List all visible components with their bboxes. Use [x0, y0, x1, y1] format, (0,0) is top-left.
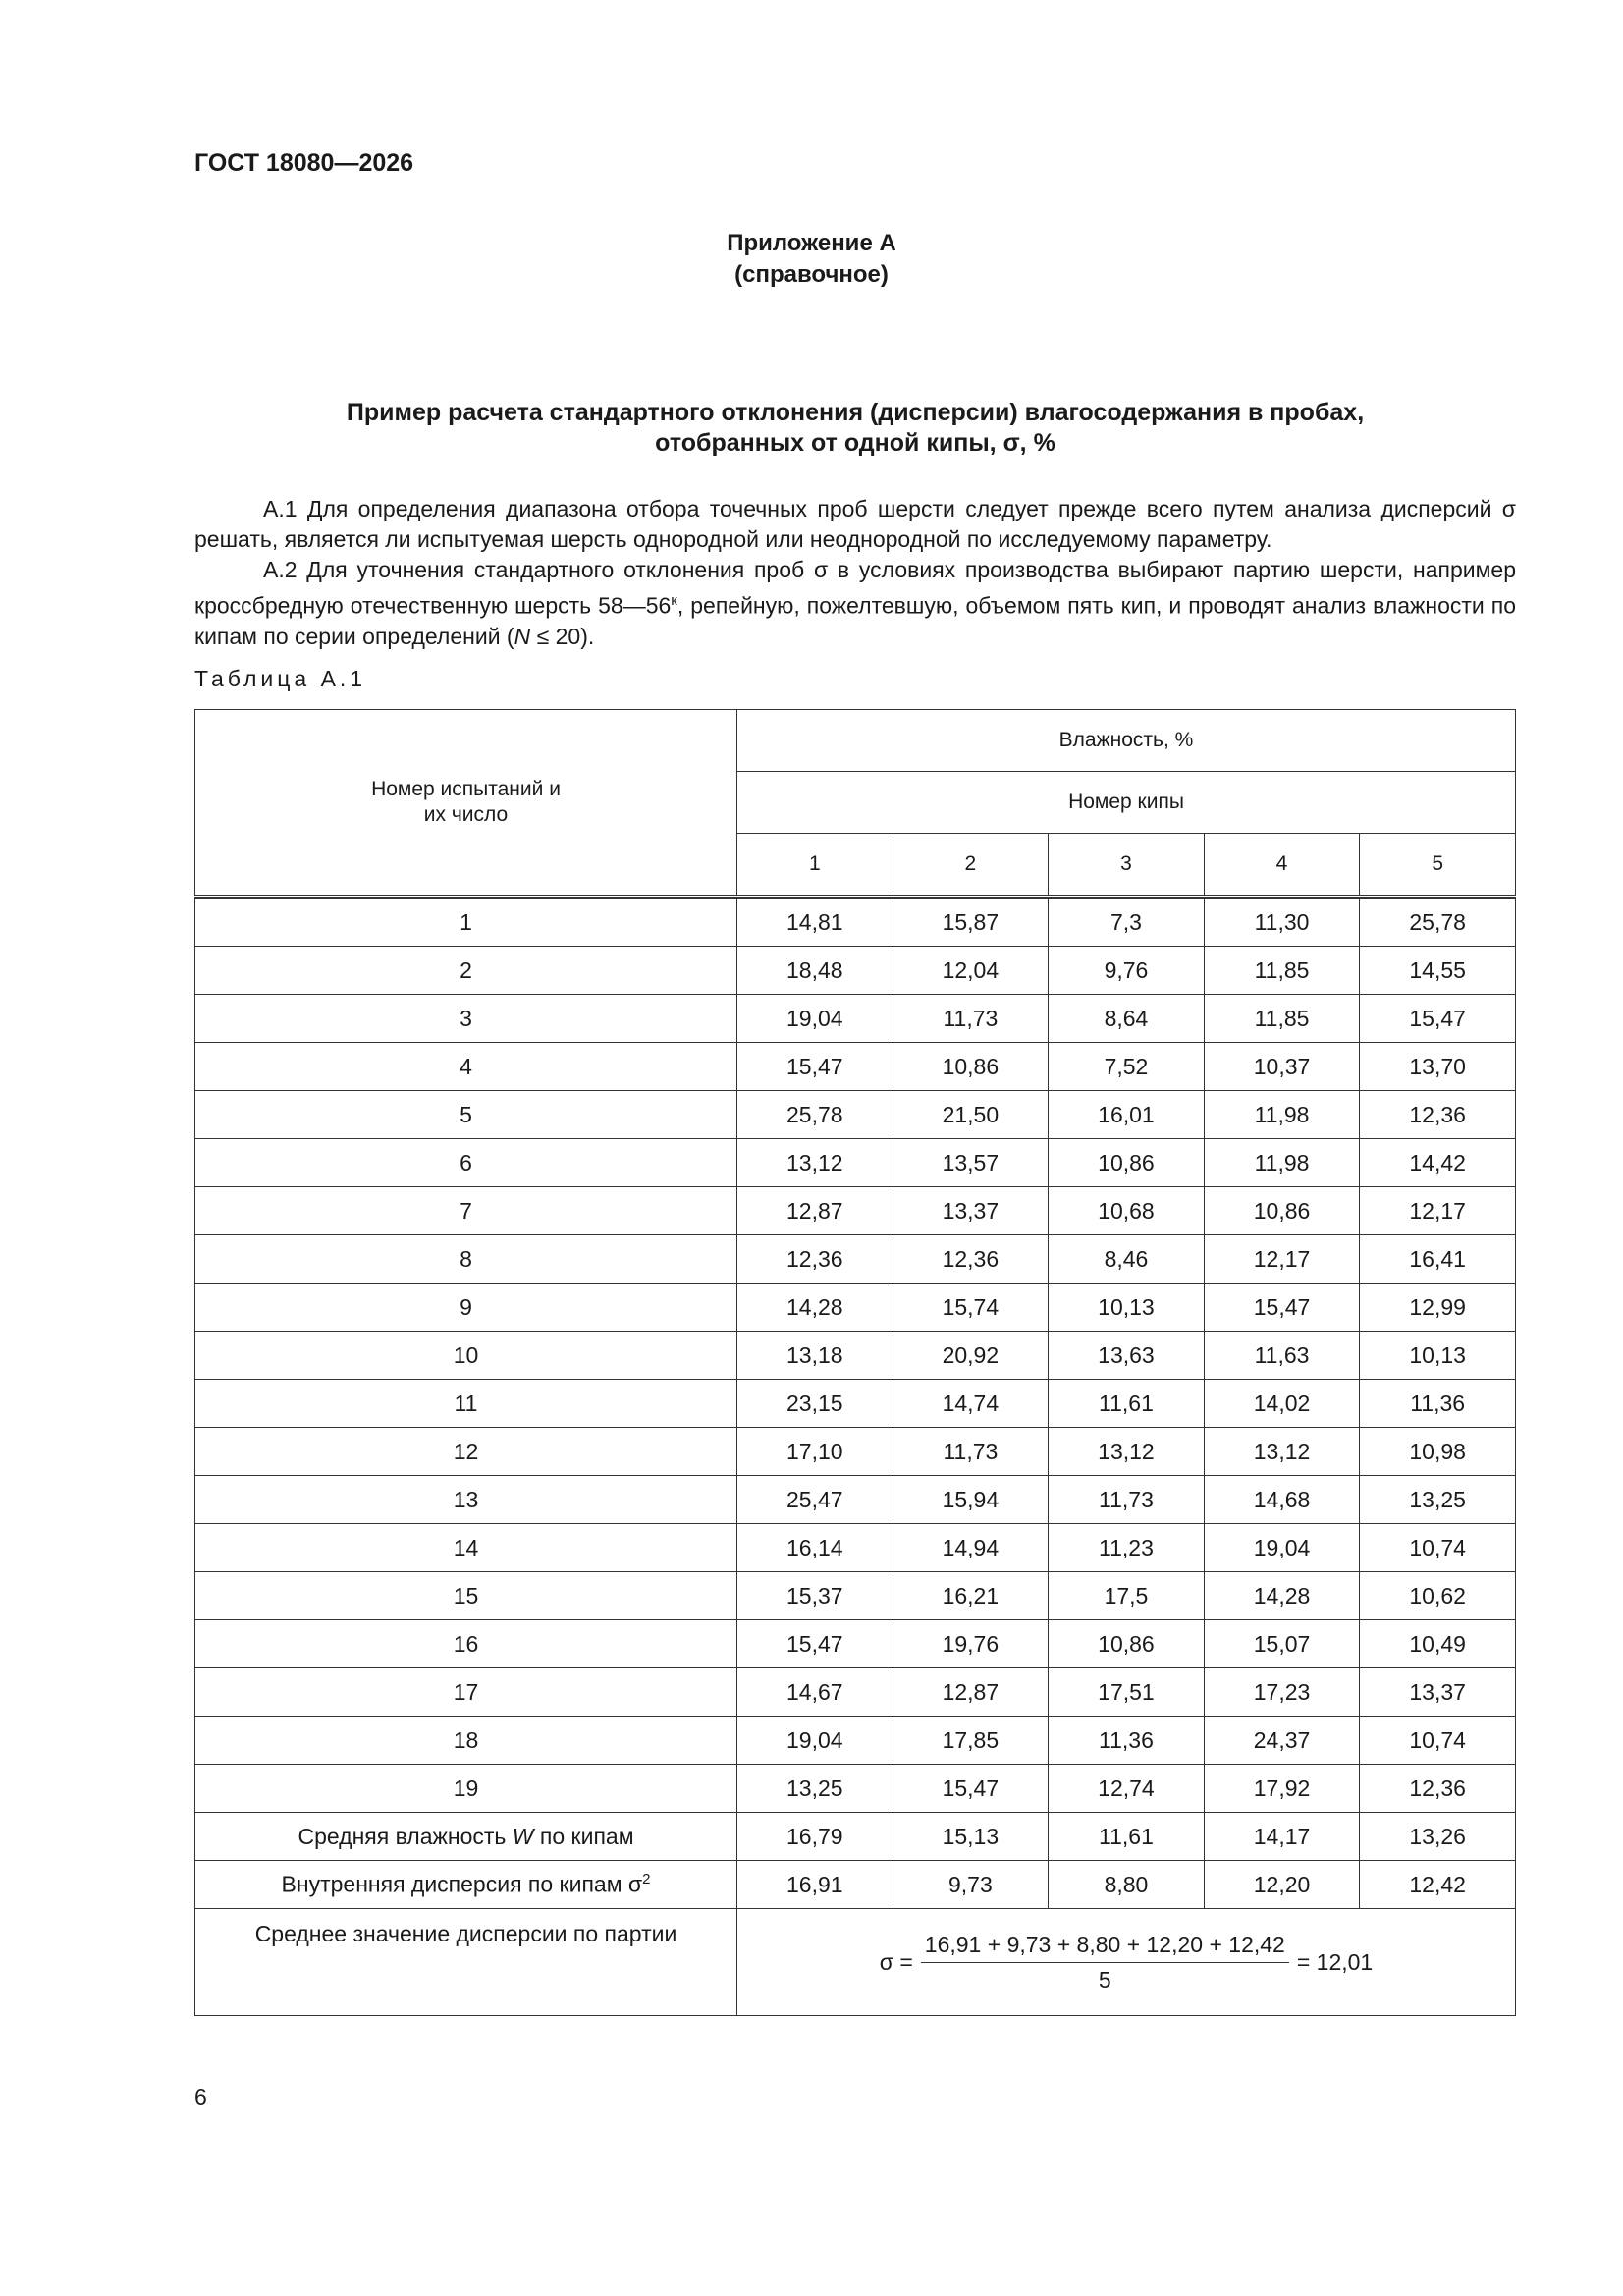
- moisture-value-cell: 17,23: [1204, 1668, 1360, 1717]
- bale-number-cell: 2: [893, 834, 1049, 897]
- moisture-value-cell: 15,74: [893, 1284, 1049, 1332]
- moisture-value-cell: 13,12: [737, 1139, 893, 1187]
- moisture-value-cell: 10,86: [1049, 1620, 1205, 1668]
- moisture-table: [194, 709, 1516, 2016]
- test-number-cell: 12: [195, 1428, 737, 1476]
- moisture-value-cell: 14,02: [1204, 1380, 1360, 1428]
- moisture-value-cell: 11,73: [893, 1428, 1049, 1476]
- section-title: [194, 398, 1516, 459]
- table-row: [195, 899, 1516, 947]
- group-header-cell: Влажность, %: [737, 710, 1516, 772]
- moisture-value-cell: 10,13: [1049, 1284, 1205, 1332]
- moisture-value-cell: 12,36: [893, 1235, 1049, 1284]
- table-row: [195, 995, 1516, 1043]
- moisture-value-cell: 12,17: [1204, 1235, 1360, 1284]
- test-number-cell: 3: [195, 995, 737, 1043]
- moisture-value-cell: 13,57: [893, 1139, 1049, 1187]
- formula-result: = 12,01: [1296, 1948, 1374, 1975]
- table-header-row-1: [195, 710, 1516, 772]
- batch-variance-formula: [880, 1932, 1373, 1994]
- table-row: [195, 1428, 1516, 1476]
- test-number-cell: 13: [195, 1476, 737, 1524]
- moisture-value-cell: 12,87: [893, 1668, 1049, 1717]
- paragraph-a2-n: N: [514, 623, 531, 649]
- formula-numerator: 16,91 + 9,73 + 8,80 + 12,20 + 12,42: [921, 1932, 1289, 1963]
- moisture-value-cell: 12,99: [1360, 1284, 1516, 1332]
- paragraph-a2-text-b: , репейную, пожелтевшую, объемом пять кип, и проводят анализ влажности по кипам по серии определений (: [194, 592, 1516, 649]
- moisture-value-cell: 23,15: [737, 1380, 893, 1428]
- test-number-cell: 18: [195, 1717, 737, 1765]
- paragraph-a2-text-c: ≤ 20).: [530, 623, 595, 649]
- moisture-value-cell: 19,04: [1204, 1524, 1360, 1572]
- moisture-value-cell: 16,14: [737, 1524, 893, 1572]
- test-number-cell: 10: [195, 1332, 737, 1380]
- moisture-value-cell: 10,49: [1360, 1620, 1516, 1668]
- table-row: [195, 1187, 1516, 1235]
- moisture-value-cell: 14,68: [1204, 1476, 1360, 1524]
- moisture-value-cell: 17,5: [1049, 1572, 1205, 1620]
- table-row: [195, 1284, 1516, 1332]
- moisture-value-cell: 16,01: [1049, 1091, 1205, 1139]
- moisture-value-cell: 12,17: [1360, 1187, 1516, 1235]
- variance-label: [195, 1861, 737, 1909]
- variance-value: 16,91: [737, 1861, 893, 1909]
- moisture-value-cell: 15,47: [1204, 1284, 1360, 1332]
- variance-label-sup: 2: [642, 1871, 651, 1888]
- test-number-cell: 9: [195, 1284, 737, 1332]
- test-number-cell: 8: [195, 1235, 737, 1284]
- table-row: [195, 1332, 1516, 1380]
- variance-value: 8,80: [1049, 1861, 1205, 1909]
- annex-title: Приложение А: [727, 230, 896, 256]
- moisture-value-cell: 15,07: [1204, 1620, 1360, 1668]
- bale-number-cell: 4: [1204, 834, 1360, 897]
- moisture-value-cell: 15,47: [737, 1620, 893, 1668]
- row-header-text: Номер испытаний и их число: [371, 778, 561, 826]
- moisture-value-cell: 18,48: [737, 947, 893, 995]
- page-number: 6: [194, 2084, 207, 2109]
- moisture-value-cell: 15,87: [893, 899, 1049, 947]
- batch-variance-row: [195, 1909, 1516, 2016]
- variance-row: [195, 1861, 1516, 1909]
- annex-subtitle: (справочное): [734, 261, 889, 288]
- moisture-value-cell: 11,85: [1204, 995, 1360, 1043]
- moisture-value-cell: 17,85: [893, 1717, 1049, 1765]
- test-number-cell: 7: [195, 1187, 737, 1235]
- test-number-cell: 1: [195, 899, 737, 947]
- moisture-value-cell: 14,74: [893, 1380, 1049, 1428]
- moisture-value-cell: 10,98: [1360, 1428, 1516, 1476]
- moisture-value-cell: 25,78: [737, 1091, 893, 1139]
- moisture-value-cell: 11,23: [1049, 1524, 1205, 1572]
- test-number-cell: 16: [195, 1620, 737, 1668]
- paragraph-a2-superscript: к: [671, 592, 677, 609]
- moisture-value-cell: 10,86: [893, 1043, 1049, 1091]
- moisture-value-cell: 19,76: [893, 1620, 1049, 1668]
- bale-number-cell: 5: [1360, 834, 1516, 897]
- mean-label-a: Средняя влажность: [298, 1823, 513, 1849]
- moisture-value-cell: 14,28: [1204, 1572, 1360, 1620]
- moisture-value-cell: 9,76: [1049, 947, 1205, 995]
- moisture-value-cell: 8,46: [1049, 1235, 1205, 1284]
- paragraph-a2: [194, 555, 1516, 652]
- moisture-value-cell: 16,21: [893, 1572, 1049, 1620]
- variance-value: 9,73: [893, 1861, 1049, 1909]
- moisture-value-cell: 17,51: [1049, 1668, 1205, 1717]
- moisture-value-cell: 11,85: [1204, 947, 1360, 995]
- moisture-value-cell: 12,36: [1360, 1765, 1516, 1813]
- moisture-value-cell: 11,73: [893, 995, 1049, 1043]
- mean-moisture-label: [195, 1813, 737, 1861]
- moisture-value-cell: 10,74: [1360, 1524, 1516, 1572]
- bale-number-cell: 1: [737, 834, 893, 897]
- moisture-value-cell: 11,98: [1204, 1091, 1360, 1139]
- moisture-value-cell: 10,74: [1360, 1717, 1516, 1765]
- sub-header-cell: Номер кипы: [737, 772, 1516, 834]
- row-header-cell: [195, 710, 737, 897]
- test-number-cell: 5: [195, 1091, 737, 1139]
- moisture-value-cell: 8,64: [1049, 995, 1205, 1043]
- test-number-cell: 2: [195, 947, 737, 995]
- mean-moisture-row: [195, 1813, 1516, 1861]
- moisture-value-cell: 11,73: [1049, 1476, 1205, 1524]
- moisture-value-cell: 16,41: [1360, 1235, 1516, 1284]
- moisture-value-cell: 12,36: [1360, 1091, 1516, 1139]
- table-row: [195, 1620, 1516, 1668]
- mean-moisture-value: 15,13: [893, 1813, 1049, 1861]
- mean-moisture-value: 16,79: [737, 1813, 893, 1861]
- moisture-value-cell: 13,18: [737, 1332, 893, 1380]
- mean-moisture-value: 14,17: [1204, 1813, 1360, 1861]
- test-number-cell: 19: [195, 1765, 737, 1813]
- table-caption: Таблица А.1: [194, 666, 367, 691]
- test-number-cell: 6: [195, 1139, 737, 1187]
- moisture-value-cell: 11,36: [1049, 1717, 1205, 1765]
- mean-label-b: по кипам: [533, 1823, 634, 1849]
- variance-value: 12,42: [1360, 1861, 1516, 1909]
- moisture-value-cell: 11,63: [1204, 1332, 1360, 1380]
- table-row: [195, 1476, 1516, 1524]
- moisture-value-cell: 12,87: [737, 1187, 893, 1235]
- table-row: [195, 1524, 1516, 1572]
- mean-moisture-value: 13,26: [1360, 1813, 1516, 1861]
- test-number-cell: 17: [195, 1668, 737, 1717]
- batch-variance-label: Среднее значение дисперсии по партии: [195, 1909, 737, 2016]
- moisture-value-cell: 25,47: [737, 1476, 893, 1524]
- section-title-line1: Пример расчета стандартного отклонения (дисперсии) влагосодержания в пробах,: [346, 399, 1365, 426]
- moisture-value-cell: 12,74: [1049, 1765, 1205, 1813]
- batch-variance-formula-cell: [737, 1909, 1516, 2016]
- moisture-value-cell: 11,61: [1049, 1380, 1205, 1428]
- moisture-value-cell: 14,94: [893, 1524, 1049, 1572]
- moisture-value-cell: 19,04: [737, 1717, 893, 1765]
- moisture-value-cell: 14,28: [737, 1284, 893, 1332]
- moisture-value-cell: 14,81: [737, 899, 893, 947]
- moisture-value-cell: 17,92: [1204, 1765, 1360, 1813]
- table-row: [195, 1235, 1516, 1284]
- moisture-value-cell: 15,47: [1360, 995, 1516, 1043]
- moisture-value-cell: 13,12: [1204, 1428, 1360, 1476]
- moisture-value-cell: 10,86: [1049, 1139, 1205, 1187]
- table-row: [195, 1668, 1516, 1717]
- moisture-value-cell: 13,25: [737, 1765, 893, 1813]
- table-row: [195, 1139, 1516, 1187]
- table-row: [195, 947, 1516, 995]
- moisture-value-cell: 12,36: [737, 1235, 893, 1284]
- moisture-value-cell: 13,70: [1360, 1043, 1516, 1091]
- table-row: [195, 1043, 1516, 1091]
- moisture-value-cell: 10,86: [1204, 1187, 1360, 1235]
- moisture-value-cell: 17,10: [737, 1428, 893, 1476]
- document-header: ГОСТ 18080—2026: [194, 149, 414, 177]
- section-title-line2: отобранных от одной кипы, σ, %: [655, 429, 1055, 457]
- variance-label-text: Внутренняя дисперсия по кипам σ: [281, 1871, 643, 1897]
- formula-lhs: σ =: [879, 1948, 913, 1975]
- moisture-value-cell: 11,36: [1360, 1380, 1516, 1428]
- moisture-value-cell: 13,63: [1049, 1332, 1205, 1380]
- formula-denominator: 5: [1098, 1966, 1111, 1993]
- moisture-value-cell: 14,42: [1360, 1139, 1516, 1187]
- table-row: [195, 1380, 1516, 1428]
- moisture-value-cell: 11,30: [1204, 899, 1360, 947]
- mean-label-w: W: [512, 1823, 534, 1849]
- moisture-value-cell: 7,3: [1049, 899, 1205, 947]
- table-row: [195, 1717, 1516, 1765]
- moisture-value-cell: 15,47: [737, 1043, 893, 1091]
- paragraph-a1: [194, 494, 1516, 555]
- paragraph-a1-text: А.1 Для определения диапазона отбора точечных проб шерсти следует прежде всего путем анализа дисперсий σ решать, является ли испытуемая шерсть однородной или неоднородной по исследуемому параметру.: [194, 496, 1516, 552]
- moisture-value-cell: 14,55: [1360, 947, 1516, 995]
- moisture-value-cell: 13,12: [1049, 1428, 1205, 1476]
- moisture-value-cell: 21,50: [893, 1091, 1049, 1139]
- moisture-value-cell: 13,25: [1360, 1476, 1516, 1524]
- test-number-cell: 11: [195, 1380, 737, 1428]
- table-row: [195, 1572, 1516, 1620]
- moisture-value-cell: 25,78: [1360, 899, 1516, 947]
- moisture-value-cell: 24,37: [1204, 1717, 1360, 1765]
- moisture-value-cell: 14,67: [737, 1668, 893, 1717]
- bale-number-cell: 3: [1049, 834, 1205, 897]
- moisture-value-cell: 13,37: [893, 1187, 1049, 1235]
- moisture-value-cell: 10,37: [1204, 1043, 1360, 1091]
- moisture-value-cell: 7,52: [1049, 1043, 1205, 1091]
- test-number-cell: 15: [195, 1572, 737, 1620]
- moisture-value-cell: 15,94: [893, 1476, 1049, 1524]
- mean-moisture-value: 11,61: [1049, 1813, 1205, 1861]
- moisture-value-cell: 15,47: [893, 1765, 1049, 1813]
- moisture-value-cell: 11,98: [1204, 1139, 1360, 1187]
- moisture-value-cell: 10,62: [1360, 1572, 1516, 1620]
- formula-fraction: [921, 1932, 1289, 1994]
- table-row: [195, 1091, 1516, 1139]
- table-row: [195, 1765, 1516, 1813]
- moisture-value-cell: 15,37: [737, 1572, 893, 1620]
- moisture-value-cell: 19,04: [737, 995, 893, 1043]
- test-number-cell: 14: [195, 1524, 737, 1572]
- test-number-cell: 4: [195, 1043, 737, 1091]
- variance-value: 12,20: [1204, 1861, 1360, 1909]
- moisture-value-cell: 13,37: [1360, 1668, 1516, 1717]
- paragraph-a2-text-a: А.2 Для уточнения стандартного отклонения проб σ в условиях производства выбирают партию шерсти, например кроссбредную отечественную шерсть 58—56: [194, 557, 1516, 619]
- moisture-value-cell: 10,13: [1360, 1332, 1516, 1380]
- moisture-value-cell: 12,04: [893, 947, 1049, 995]
- moisture-value-cell: 10,68: [1049, 1187, 1205, 1235]
- moisture-value-cell: 20,92: [893, 1332, 1049, 1380]
